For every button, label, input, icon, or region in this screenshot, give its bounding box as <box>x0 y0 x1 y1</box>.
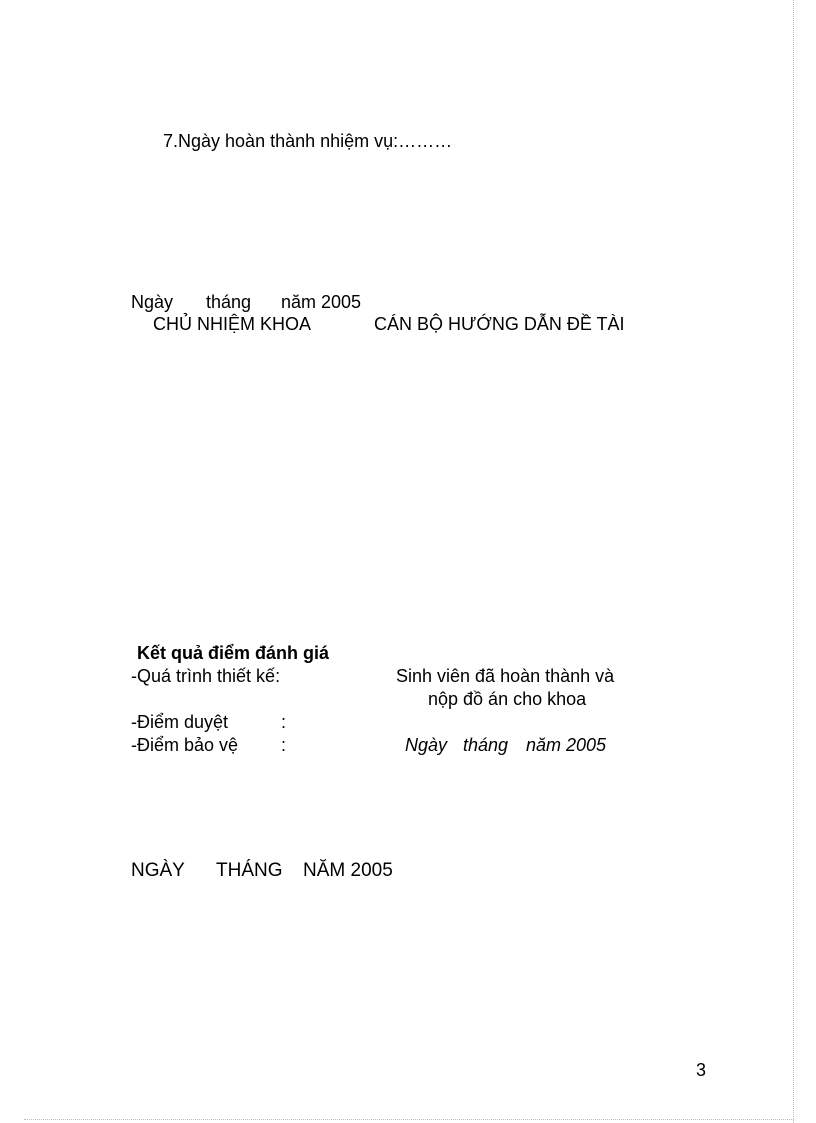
upper-date-year: NĂM 2005 <box>303 860 393 881</box>
italic-date-year: năm 2005 <box>526 735 607 755</box>
supervisor-title: CÁN BỘ HƯỚNG DẪN ĐỀ TÀI <box>374 314 625 334</box>
date-year-label: năm 2005 <box>281 292 362 312</box>
italic-date-month: tháng <box>463 735 509 755</box>
design-process-label: -Quá trình thiết kế: <box>131 666 281 686</box>
upper-date-day: NGÀY <box>131 860 185 881</box>
upper-date-month: THÁNG <box>216 860 283 881</box>
defense-score-label: -Điểm bảo vệ <box>131 735 239 755</box>
review-score-label: -Điểm duyệt <box>131 712 229 732</box>
date-day-label: Ngày <box>131 292 174 312</box>
student-note-line1: Sinh viên đã hoàn thành và <box>396 666 615 686</box>
task-completion-date: 7.Ngày hoàn thành nhiệm vụ:……… <box>163 131 453 151</box>
page-right-border <box>793 0 794 1123</box>
defense-score-colon: : <box>281 735 287 755</box>
result-heading: Kết quả điểm đánh giá <box>137 643 330 663</box>
italic-date-day: Ngày <box>405 735 448 755</box>
date-month-label: tháng <box>206 292 252 312</box>
student-note-line2: nộp đồ án cho khoa <box>428 689 587 709</box>
review-score-colon: : <box>281 712 287 732</box>
page-number: 3 <box>696 1060 707 1080</box>
page-bottom-border <box>24 1119 794 1120</box>
faculty-head-title: CHỦ NHIỆM KHOA <box>153 314 312 334</box>
